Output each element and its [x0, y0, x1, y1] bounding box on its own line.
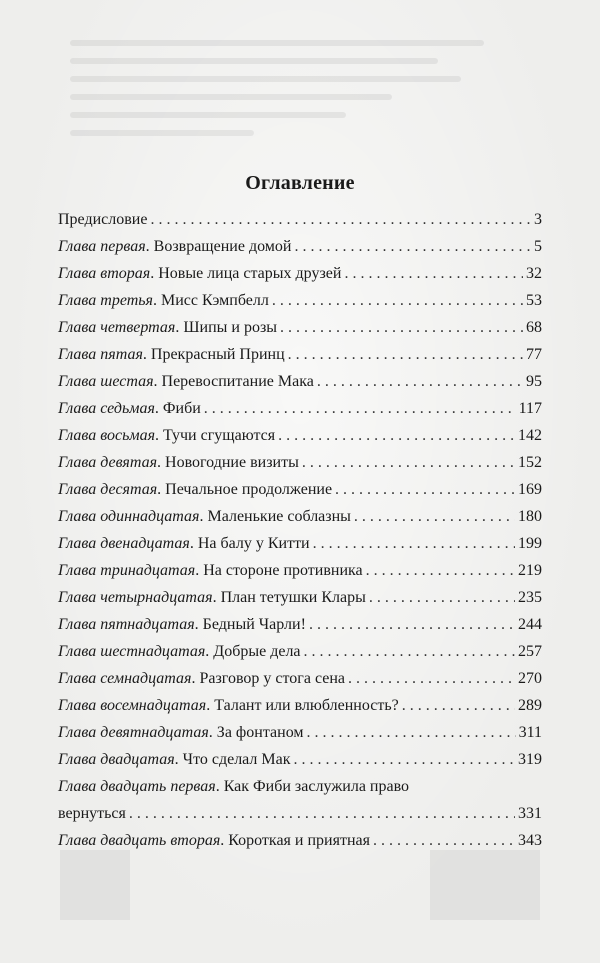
toc-entry-label: Глава шестнадцатая. Добрые дела — [58, 643, 301, 660]
page-number: 3 — [534, 211, 542, 228]
page-number: 244 — [518, 616, 542, 633]
toc-entry-label: Глава одиннадцатая. Маленькие соблазны — [58, 508, 351, 525]
toc-entry-label: Глава девятая. Новогодние визиты — [58, 454, 299, 471]
dot-leader — [335, 476, 515, 503]
toc-entry-label: Глава восьмая. Тучи сгущаются — [58, 427, 276, 444]
table-of-contents — [58, 206, 542, 854]
chapter-number: Глава десятая — [58, 481, 158, 498]
chapter-title: Шипы и розы — [183, 319, 278, 336]
dot-leader — [150, 206, 531, 233]
toc-entry-label: Глава седьмая. Фиби — [58, 400, 201, 417]
toc-entry-line — [58, 800, 542, 827]
toc-entry — [58, 233, 542, 260]
dot-leader — [369, 584, 515, 611]
toc-entry-label: Глава шестая. Перевоспитание Мака — [58, 373, 314, 390]
page-number: 311 — [518, 724, 542, 741]
page-title: Оглавление — [245, 172, 355, 194]
chapter-title: Маленькие соблазны — [207, 508, 351, 525]
dot-leader — [294, 746, 515, 773]
page-number: 257 — [518, 643, 542, 660]
page-number: 343 — [518, 832, 542, 849]
chapter-number: Глава одиннадцатая — [58, 508, 200, 525]
toc-entry — [58, 638, 542, 665]
toc-entry-label: Глава пятнадцатая. Бедный Чарли! — [58, 616, 306, 633]
page-number: 117 — [518, 400, 542, 417]
toc-entry — [58, 422, 542, 449]
chapter-number: Глава четырнадцатая — [58, 589, 213, 606]
dot-leader — [366, 557, 515, 584]
toc-entry — [58, 503, 542, 530]
page-number: 95 — [526, 373, 542, 390]
chapter-title: Мисс Кэмпбелл — [160, 292, 269, 309]
dot-leader — [129, 800, 515, 827]
toc-entry — [58, 611, 542, 638]
chapter-title: Возвращение домой — [153, 238, 292, 255]
dot-leader — [354, 503, 515, 530]
chapter-number: Глава двадцать первая — [58, 778, 216, 795]
toc-entry-label: Глава двадцать вторая. Короткая и приятная — [58, 832, 370, 849]
toc-entry — [58, 584, 542, 611]
chapter-title: План тетушки Клары — [220, 589, 366, 606]
dot-leader — [317, 368, 523, 395]
toc-entry — [58, 773, 542, 827]
toc-entry-label: Глава восемнадцатая. Талант или влюбленность? — [58, 697, 399, 714]
bleed-through-barcode — [60, 850, 540, 940]
bleed-through-text — [70, 28, 530, 188]
dot-leader — [309, 611, 515, 638]
chapter-number: Глава восьмая — [58, 427, 156, 444]
chapter-number: Глава восемнадцатая — [58, 697, 207, 714]
dot-leader — [304, 638, 515, 665]
dot-leader — [204, 395, 516, 422]
chapter-title: Талант или влюбленность? — [214, 697, 399, 714]
chapter-title: Короткая и приятная — [228, 832, 370, 849]
chapter-number: Глава двадцать вторая — [58, 832, 221, 849]
toc-entry-label: Глава семнадцатая. Разговор у стога сена — [58, 670, 346, 687]
page-number: 169 — [518, 481, 542, 498]
toc-entry-label: Глава двадцатая. Что сделал Мак — [58, 751, 291, 768]
page-number: 68 — [526, 319, 542, 336]
dot-leader — [313, 530, 515, 557]
toc-entry — [58, 206, 542, 233]
page-number: 152 — [518, 454, 542, 471]
chapter-number: Глава первая — [58, 238, 146, 255]
dot-leader — [272, 287, 523, 314]
toc-entry-label: Глава четвертая. Шипы и розы — [58, 319, 278, 336]
toc-entry — [58, 314, 542, 341]
dot-leader — [280, 314, 523, 341]
chapter-title: Тучи сгущаются — [163, 427, 276, 444]
toc-entry — [58, 746, 542, 773]
chapter-title: Новые лица старых друзей — [158, 265, 342, 282]
chapter-title: На стороне противника — [203, 562, 363, 579]
chapter-number: Глава четвертая — [58, 319, 176, 336]
toc-entry — [58, 692, 542, 719]
dot-leader — [302, 449, 515, 476]
dot-leader — [278, 422, 515, 449]
chapter-number: Глава третья — [58, 292, 153, 309]
chapter-title: Добрые дела — [213, 643, 301, 660]
page-number: 331 — [518, 805, 542, 822]
chapter-title: Прекрасный Принц — [150, 346, 285, 363]
toc-entry-label — [58, 206, 147, 233]
toc-entry-label: Глава первая. Возвращение домой — [58, 238, 292, 255]
chapter-title: Новогодние визиты — [165, 454, 299, 471]
toc-entry — [58, 530, 542, 557]
chapter-number: Глава шестнадцатая — [58, 643, 206, 660]
toc-entry — [58, 341, 542, 368]
dot-leader — [307, 719, 516, 746]
dot-leader — [348, 665, 515, 692]
toc-entry-label: Глава тринадцатая. На стороне противника — [58, 562, 363, 579]
toc-entry — [58, 557, 542, 584]
toc-entry — [58, 395, 542, 422]
toc-entry-label: Глава девятнадцатая. За фонтаном — [58, 724, 304, 741]
toc-entry-label: Глава третья. Мисс Кэмпбелл — [58, 292, 269, 309]
page-number: 219 — [518, 562, 542, 579]
page-number: 32 — [526, 265, 542, 282]
chapter-title: Бедный Чарли! — [202, 616, 306, 633]
toc-entry-line: Глава двадцать первая. Как Фиби заслужила право — [58, 778, 410, 795]
chapter-title: Печальное продолжение — [165, 481, 333, 498]
chapter-title: Как Фиби заслужила право — [223, 778, 410, 795]
toc-entry — [58, 476, 542, 503]
toc-entry — [58, 449, 542, 476]
chapter-title: Что сделал Мак — [182, 751, 291, 768]
toc-entry-label: Глава четырнадцатая. План тетушки Клары — [58, 589, 366, 606]
page-number: 270 — [518, 670, 542, 687]
page-number: 5 — [534, 238, 542, 255]
chapter-number: Глава тринадцатая — [58, 562, 196, 579]
page-number: 319 — [518, 751, 542, 768]
toc-entry-label: Глава пятая. Прекрасный Принц — [58, 346, 285, 363]
chapter-number: Глава двадцатая — [58, 751, 175, 768]
chapter-number: Глава шестая — [58, 373, 154, 390]
dot-leader — [294, 233, 531, 260]
dot-leader — [402, 692, 515, 719]
page-number: 289 — [518, 697, 542, 714]
page-number: 199 — [518, 535, 542, 552]
toc-entry-label: Глава двенадцатая. На балу у Китти — [58, 535, 310, 552]
chapter-title: За фонтаном — [216, 724, 304, 741]
page-number: 77 — [526, 346, 542, 363]
page-number: 142 — [518, 427, 542, 444]
chapter-number: Глава пятая — [58, 346, 143, 363]
chapter-title: Перевоспитание Мака — [161, 373, 314, 390]
toc-entry — [58, 287, 542, 314]
dot-leader — [344, 260, 523, 287]
chapter-title: На балу у Китти — [197, 535, 310, 552]
chapter-number: Глава девятая — [58, 454, 158, 471]
chapter-number: Глава вторая — [58, 265, 151, 282]
chapter-number: Глава седьмая — [58, 400, 155, 417]
chapter-title: Разговор у стога сена — [199, 670, 346, 687]
page-number: 53 — [526, 292, 542, 309]
page-number: 235 — [518, 589, 542, 606]
chapter-title: Предисловие — [58, 211, 148, 228]
dot-leader — [288, 341, 523, 368]
chapter-title: Фиби — [162, 400, 201, 417]
page-number: 180 — [518, 508, 542, 525]
toc-entry — [58, 260, 542, 287]
chapter-number: Глава семнадцатая — [58, 670, 192, 687]
toc-entry — [58, 368, 542, 395]
chapter-title-continued: вернуться — [58, 805, 126, 822]
chapter-number: Глава пятнадцатая — [58, 616, 195, 633]
toc-entry — [58, 665, 542, 692]
chapter-number: Глава девятнадцатая — [58, 724, 209, 741]
toc-entry-label: Глава вторая. Новые лица старых друзей — [58, 265, 342, 282]
chapter-number: Глава двенадцатая — [58, 535, 190, 552]
toc-entry-label: Глава десятая. Печальное продолжение — [58, 481, 333, 498]
toc-entry — [58, 719, 542, 746]
